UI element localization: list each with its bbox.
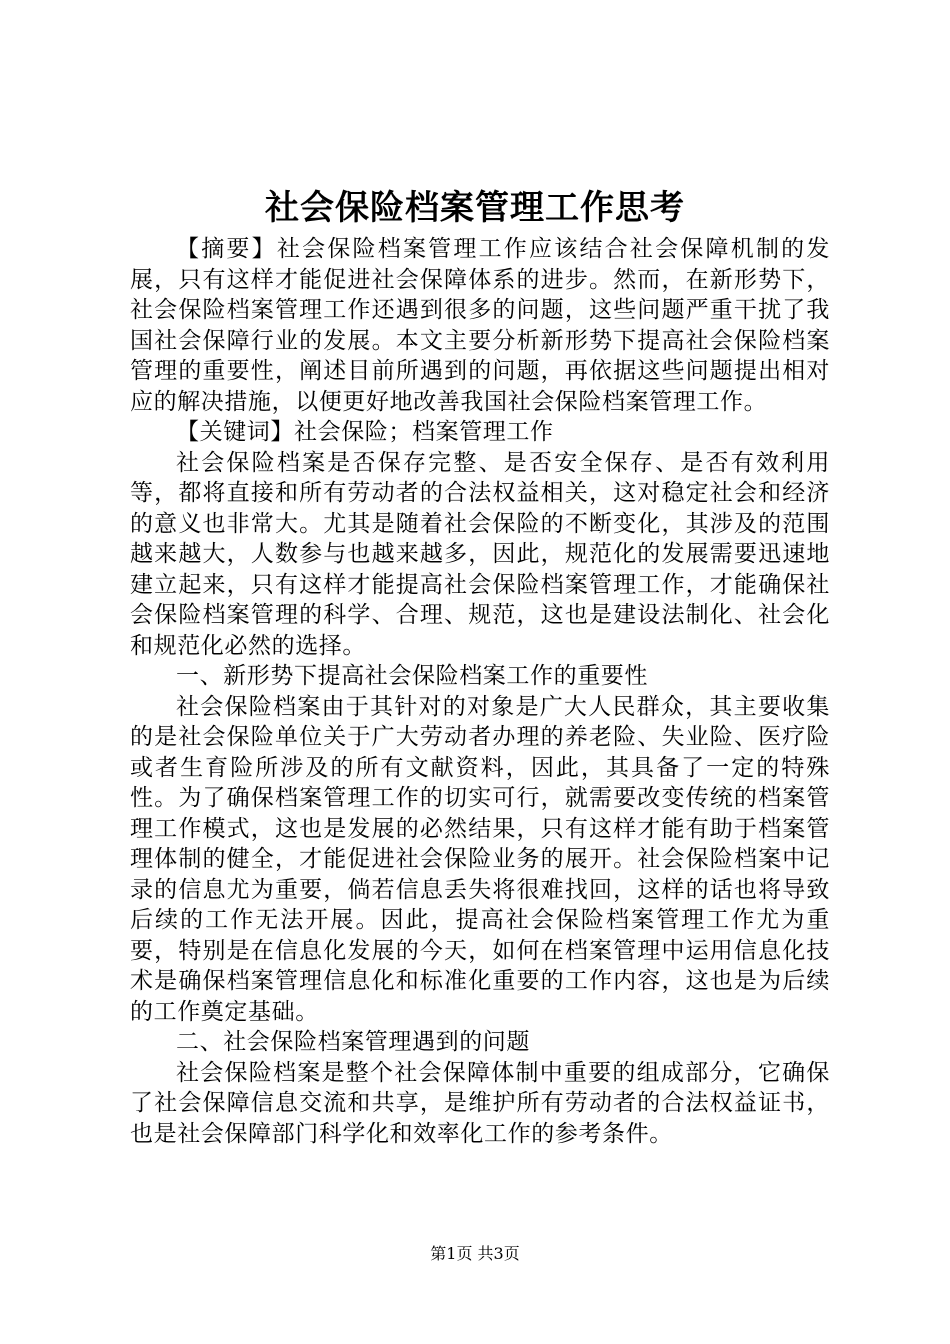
section-2-paragraph: 社会保险档案是整个社会保障体制中重要的组成部分，它确保了社会保障信息交流和共享，是维护所有劳动者的合法权益证书，也是社会保障部门科学化和效率化工作的参考条件。	[130, 1059, 830, 1147]
document-title: 社会保险档案管理工作思考	[265, 188, 685, 228]
section-heading-1: 一、新形势下提高社会保险档案工作的重要性	[176, 663, 648, 689]
intro-paragraph: 社会保险档案是否保存完整、是否安全保存、是否有效利用等，都将直接和所有劳动者的合法权益相关，这对稳定社会和经济的意义也非常大。尤其是随着社会保险的不断变化，其涉及的范围越来越大，人数参与也越来越多，因此，规范化的发展需要迅速地建立起来，只有这样才能提高社会保险档案管理工作，才能确保社会保险档案管理的科学、合理、规范，这也是建设法制化、社会化和规范化必然的选择。	[130, 449, 830, 659]
document-body	[130, 234, 830, 1149]
keywords-paragraph: 【关键词】社会保险；档案管理工作	[176, 419, 554, 445]
section-heading-2: 二、社会保险档案管理遇到的问题	[176, 1029, 530, 1055]
page-footer: 第1页 共3页	[430, 1244, 520, 1263]
section-1-paragraph: 社会保险档案由于其针对的对象是广大人民群众，其主要收集的是社会保险单位关于广大劳动者办理的养老险、失业险、医疗险或者生育险所涉及的所有文献资料，因此，其具备了一定的特殊性。为了确保档案管理工作的切实可行，就需要改变传统的档案管理工作模式，这也是发展的必然结果，只有这样才能有助于档案管理体制的健全，才能促进社会保险业务的展开。社会保险档案中记录的信息尤为重要，倘若信息丢失将很难找回，这样的话也将导致后续的工作无法开展。因此，提高社会保险档案管理工作尤为重要，特别是在信息化发展的今天，如何在档案管理中运用信息化技术是确保档案管理信息化和标准化重要的工作内容，这也是为后续的工作奠定基础。	[130, 693, 830, 1025]
abstract-paragraph: 【摘要】社会保险档案管理工作应该结合社会保障机制的发展，只有这样才能促进社会保障体系的进步。然而，在新形势下，社会保险档案管理工作还遇到很多的问题，这些问题严重干扰了我国社会保障行业的发展。本文主要分析新形势下提高社会保险档案管理的重要性，阐述目前所遇到的问题，再依据这些问题提出相对应的解决措施，以便更好地改善我国社会保险档案管理工作。	[130, 236, 830, 415]
